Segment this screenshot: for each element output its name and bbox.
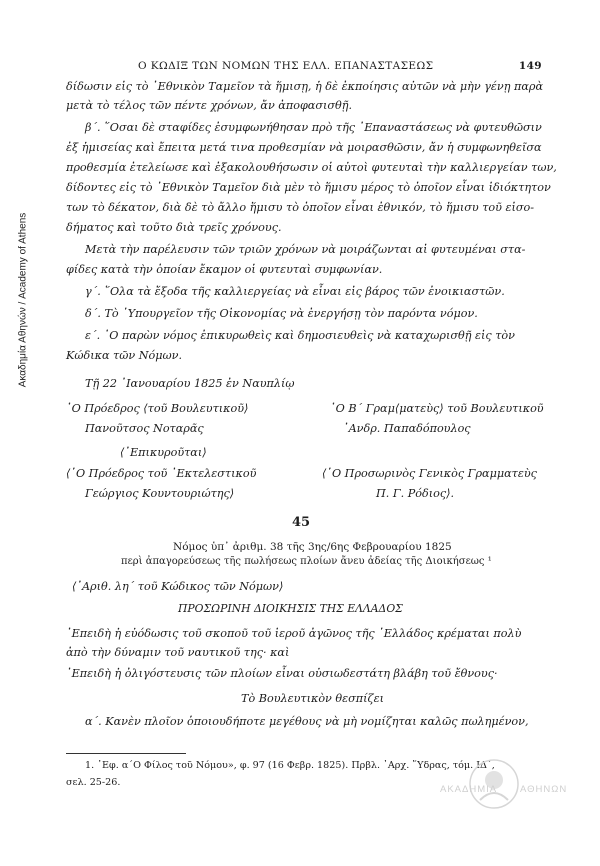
signature-left-name: Γεώργιος Κουντουριώτης⟩ [85, 487, 235, 500]
body-line: Κώδικα τῶν Νόμων. [66, 349, 182, 362]
body-line: των τὸ δέκατον, διὰ δὲ τὸ ἄλλο ἥμισυ τὸ ὁποῖον εἶναι ἐθνικόν, τὸ ἥμισυ τοῦ εἰσο- [66, 201, 535, 214]
law-title: Νόμος ὑπ᾿ ἀριθμ. 38 τῆς 3ης/6ης Φεβρουαρίου 1825 [173, 541, 452, 553]
signature-left-role: ῾Ο Πρόεδρος ⟨τοῦ Βουλευτικοῦ⟩ [66, 402, 249, 415]
body-line: α΄. Κανὲν πλοῖον ὁποιουδήποτε μεγέθους νὰ μὴ νομίζηται καλῶς πωλημένον, [85, 715, 529, 728]
body-line: γ΄. ῞Ολα τὰ ἔξοδα τῆς καλλιεργείας νὰ εἶναι εἰς βάρος τῶν ἐνοικιαστῶν. [85, 285, 505, 298]
signature-right-role: ῾Ο Β΄ Γραμ⟨ματεὺς⟩ τοῦ Βουλευτικοῦ [330, 402, 544, 415]
body-line: ε΄. ῾Ο παρὼν νόμος ἐπικυρωθεὶς καὶ δημοσιευθεὶς νὰ καταχωρισθῇ εἰς τὸν [85, 329, 515, 342]
watermark-left: ΑΚΑΔΗΜΙΑ [440, 784, 498, 795]
footnote-rule [66, 753, 186, 754]
code-reference: ⟨᾿Αριθ. λη΄ τοῦ Κώδικος τῶν Νόμων⟩ [72, 580, 284, 593]
body-line: προθεσμία ἐτελείωσε καὶ ἐξακολουθήσωσιν οἱ αὐτοὶ φυτευταὶ τὴν καλλιεργείαν των, [66, 161, 557, 174]
body-line: δίδοντες εἰς τὸ ᾿Εθνικὸν Ταμεῖον διὰ μὲν τὸ ἥμισυ μέρος τὸ ὁποῖον εἶναι ἰδιόκτητον [66, 181, 551, 194]
footnote-line: σελ. 25-26. [66, 777, 121, 788]
ratified-label: ⟨᾿Επικυροῦται⟩ [120, 446, 207, 459]
body-line: δ΄. Τὸ ῾Υπουργεῖον τῆς Οἰκονομίας νὰ ἐνεργήσῃ τὸν παρόντα νόμον. [85, 307, 478, 320]
signature-left-name: Πανοῦτσος Νοταρᾶς [85, 422, 204, 435]
body-line: ᾿Επειδὴ ἡ εὐόδωσις τοῦ σκοποῦ τοῦ ἱεροῦ ἀγῶνος τῆς ῾Ελλάδος κρέμαται πολὺ [66, 627, 522, 640]
watermark-right: ΑΘΗΝΩΝ [520, 784, 568, 795]
body-line: β΄. ῞Οσαι δὲ σταφίδες ἐσυμφωνήθησαν πρὸ τῆς ᾿Επαναστάσεως νὰ φυτευθῶσιν [85, 121, 542, 134]
side-credit: Ακαδημία Αθηνών / Academy of Athens [17, 212, 29, 388]
page-number: 149 [518, 60, 542, 72]
running-header [68, 60, 542, 74]
body-line: Μετὰ τὴν παρέλευσιν τῶν τριῶν χρόνων νὰ μοιράζωνται αἱ φυτευμέναι στα- [85, 243, 526, 256]
body-line: δίδωσιν εἰς τὸ ᾿Εθνικὸν Ταμεῖον τὰ ἥμισῃ, ἡ δὲ ἐκποίησις αὐτῶν νὰ μὴν γένῃ παρὰ [66, 80, 544, 93]
signature-right-name: Π. Γ. Ρόδιος⟩. [376, 487, 455, 500]
body-line: ἐξ ἡμισείας καὶ ἔπειτα μετά τινα προθεσμίαν νὰ μοιρασθῶσιν, ἄν ἡ συμφωνηθεῖσα [66, 141, 542, 154]
signature-left-role: ⟨῾Ο Πρόεδρος τοῦ ᾿Εκτελεστικοῦ [66, 467, 257, 480]
signature-right-role: ⟨῾Ο Προσωρινὸς Γενικὸς Γραμματεὺς [322, 467, 537, 480]
government-heading: ΠΡΟΣΩΡΙΝΗ ΔΙΟΙΚΗΣΙΣ ΤΗΣ ΕΛΛΑΔΟΣ [178, 602, 403, 615]
date-line: Τῇ 22 ᾿Ιανουαρίου 1825 ἐν Ναυπλίῳ [85, 377, 295, 390]
body-line: δήματος καὶ τοῦτο διὰ τρεῖς χρόνους. [66, 221, 282, 234]
body-line: ἀπὸ τὴν δύναμιν τοῦ ναυτικοῦ της· καὶ [66, 646, 290, 659]
section-number: 45 [292, 515, 311, 530]
body-line: φίδες κατὰ τὴν ὁποίαν ἔκαμον οἱ φυτευταὶ συμφωνίαν. [66, 263, 383, 276]
signature-right-name: ᾿Ανδρ. Παπαδόπουλος [343, 422, 471, 435]
law-subtitle: περὶ ἀπαγορεύσεως τῆς πωλήσεως πλοίων ἄνευ ἀδείας τῆς Διοικήσεως ¹ [121, 556, 492, 567]
header-title: Ο ΚΩΔΙΞ ΤΩΝ ΝΟΜΩΝ ΤΗΣ ΕΛΛ. ΕΠΑΝΑΣΤΑΣΕΩΣ [138, 60, 434, 72]
body-line: μετὰ τὸ τέλος τῶν πέντε χρόνων, ἄν ἀποφασισθῇ. [66, 99, 352, 112]
enactment-line: Τὸ Βουλευτικὸν θεσπίζει [241, 692, 384, 705]
body-line: ᾿Επειδὴ ἡ ὀλιγόστευσις τῶν πλοίων εἶναι οὐσιωδεστάτη βλάβη τοῦ ἔθνους· [66, 667, 498, 680]
footnote-line: 1. ᾿Εφ. α΄Ο Φίλος τοῦ Νόμου», φ. 97 (16 Φεβρ. 1825). Πρβλ. ᾿Αρχ. ῞Υδρας, τόμ. ΙΔ΄, [85, 760, 495, 771]
